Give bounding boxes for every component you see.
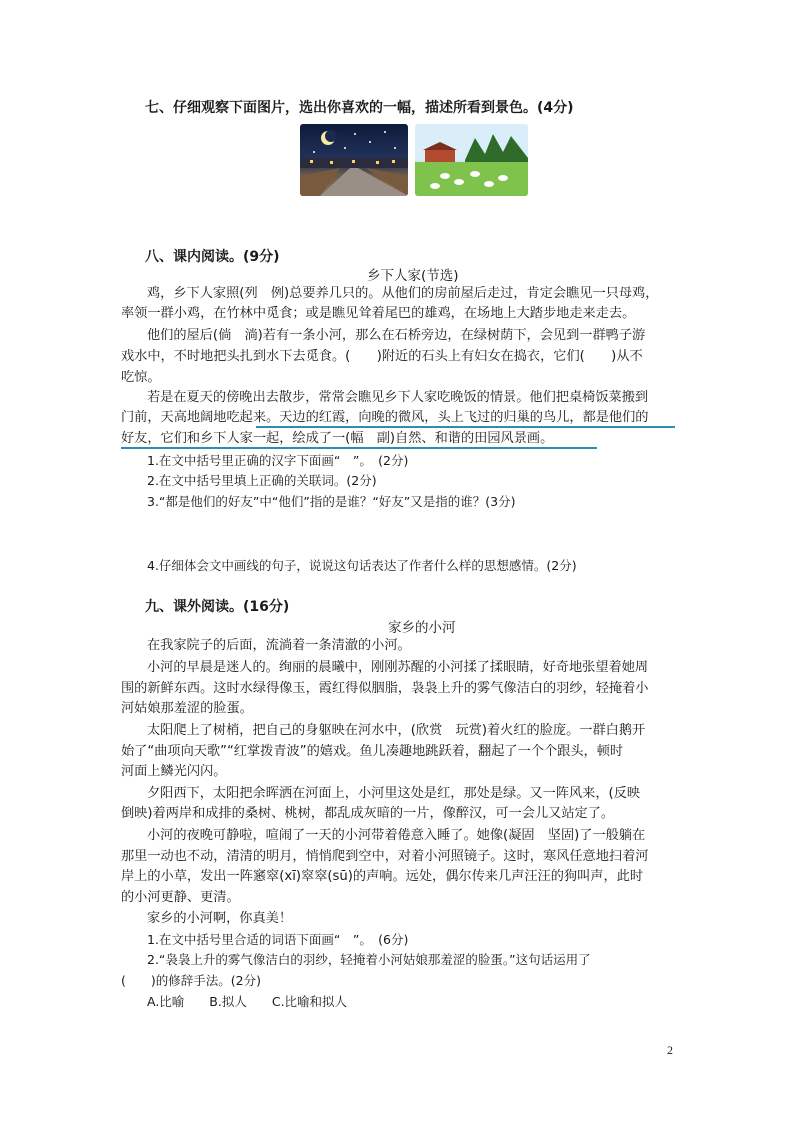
passage-line: 河面上鳞光闪闪。 (121, 764, 227, 779)
passage-line: 吃惊。 (121, 370, 161, 385)
question-item: ( )的修辞手法。(2分) (121, 973, 261, 988)
section9-title: 家乡的小河 (388, 620, 456, 636)
passage-line: 小河的夜晚可静啦，喧闹了一天的小河带着倦意入睡了。她像(凝固 坚固)了一般躺在 (147, 828, 646, 843)
section9-heading: 九、课外阅读。(16分) (145, 599, 290, 615)
answer-options: A.比喻 B.拟人 C.比喻和拟人 (147, 994, 348, 1009)
passage-line: 岸上的小草，发出一阵窸窣(xī)窣窣(sū)的声响。远处，偶尔传来几声汪汪的狗叫声，此时 (121, 869, 644, 884)
passage-line: 的小河更静、更清。 (121, 890, 240, 905)
question-item: 1.在文中括号里正确的汉字下面画“ ”。 (2分) (147, 453, 409, 468)
question-item: 2.在文中括号里填上正确的关联词。(2分) (147, 473, 377, 488)
village-sheep-meadow-picture (415, 124, 528, 196)
underline-mark (256, 426, 675, 428)
section7-heading: 七、仔细观察下面图片，选出你喜欢的一幅，描述所看到景色。(4分) (145, 100, 574, 116)
passage-line: 他们的屋后(倘 淌)若有一条小河，那么在石桥旁边，在绿树荫下，会见到一群鸭子游 (147, 328, 646, 343)
page-number: 2 (667, 1043, 673, 1057)
passage-line: 夕阳西下，太阳把余晖洒在河面上，小河里这处是红，那处是绿。又一阵风来，(反映 (147, 786, 641, 801)
passage-line: 围的新鲜东西。这时水绿得像玉，霞红得似胭脂，袅袅上升的雾气像洁白的羽纱，轻掩着小 (121, 681, 649, 696)
passage-line: 好友，它们和乡下人家一起，绘成了一(幅 副)自然、和谐的田园风景画。 (121, 431, 554, 446)
night-city-street-picture (300, 124, 408, 196)
passage-line: 戏水中，不时地把头扎到水下去觅食。( )附近的石头上有妇女在捣衣，它们( )从不 (121, 349, 643, 364)
section8-heading: 八、课内阅读。(9分) (145, 249, 280, 265)
question-item: 1.在文中括号里合适的词语下面画“ ”。 (6分) (147, 932, 409, 947)
question-item: 3.“都是他们的好友”中“他们”指的是谁？“好友”又是指的谁？(3分) (147, 494, 516, 509)
passage-line: 在我家院子的后面，流淌着一条清澈的小河。 (147, 638, 411, 653)
passage-line: 太阳爬上了树梢，把自己的身躯映在河水中，(欣赏 玩赏)着火红的脸庞。一群白鹅开 (147, 723, 646, 738)
passage-line: 始了“曲项向天歌”“红掌拨青波”的嬉戏。鱼儿凑趣地跳跃着，翻起了一个个跟头，顿时 (121, 744, 624, 759)
passage-line: 小河的早晨是迷人的。绚丽的晨曦中，刚刚苏醒的小河揉了揉眼睛，好奇地张望着她周 (147, 660, 649, 675)
passage-line: 家乡的小河啊，你真美！ (147, 911, 293, 926)
question-item: 4.仔细体会文中画线的句子，说说这句话表达了作者什么样的思想感情。(2分) (147, 558, 577, 573)
passage-line: 倒映)着两岸和成排的桑树、桃树，都乱成灰暗的一片，像醉汉，可一会儿又站定了。 (121, 806, 615, 821)
passage-line: 若是在夏天的傍晚出去散步，常常会瞧见乡下人家吃晚饭的情景。他们把桌椅饭菜搬到 (147, 390, 649, 405)
underline-mark (121, 447, 597, 449)
question-item: 2.“袅袅上升的雾气像洁白的羽纱，轻掩着小河姑娘那羞涩的脸蛋。”这句话运用了 (147, 952, 591, 967)
passage-line: 率领一群小鸡，在竹林中觅食；或是瞧见耸着尾巴的雄鸡，在场地上大踏步地走来走去。 (121, 306, 636, 321)
passage-line: 鸡，乡下人家照(列 例)总要养几只的。从他们的房前屋后走过，肯定会瞧见一只母鸡， (147, 286, 659, 301)
passage-line: 那里一动也不动，清清的明月，悄悄爬到空中，对着小河照镜子。这时，寒风任意地扫着河 (121, 849, 649, 864)
section8-title: 乡下人家(节选) (367, 268, 459, 284)
passage-line: 门前，天高地阔地吃起来。天边的红霞，向晚的微风，头上飞过的归巢的鸟儿，都是他们的 (121, 410, 649, 425)
passage-line: 河姑娘那羞涩的脸蛋。 (121, 701, 253, 716)
